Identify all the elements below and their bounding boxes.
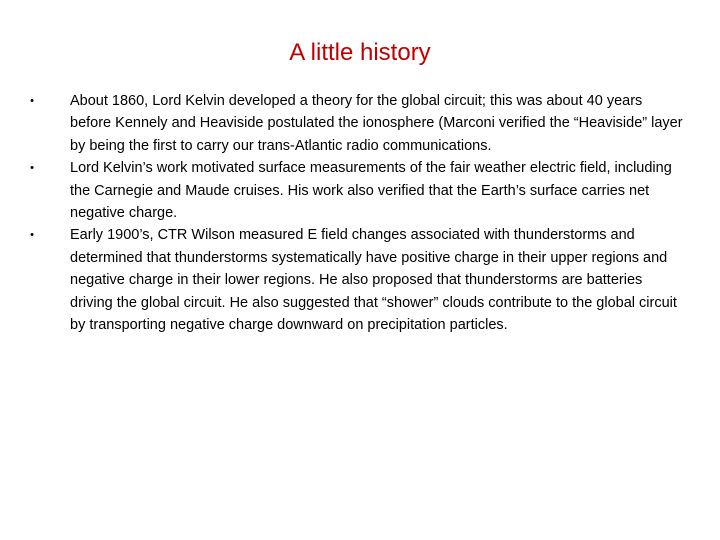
bullet-icon: • — [30, 229, 34, 242]
bullet-item — [24, 224, 684, 336]
bullet-item — [24, 157, 684, 224]
bullet-text: About 1860, Lord Kelvin developed a theory for the global circuit; this was about 40 years before Kennely and Heaviside postulated the ionosphere (Marconi verified the “Heaviside” layer by being the first to carry our trans-Atlantic radio communications. — [70, 93, 683, 154]
slide-title: A little history — [289, 39, 431, 66]
bullet-icon: • — [30, 95, 34, 107]
bullet-item — [24, 90, 684, 157]
bullet-list — [24, 90, 684, 336]
bullet-icon: • — [30, 162, 34, 175]
bullet-text: Early 1900’s, CTR Wilson measured E field changes associated with thunderstorms and determined that thunderstorms systematically have positive charge in their upper regions and negative charge in their lower regions. He also proposed that thunderstorms are batteries driving the global circuit. He also suggested that “shower” clouds contribute to the global circuit by transporting negative charge downward on precipitation particles. — [70, 227, 677, 334]
bullet-text: Lord Kelvin’s work motivated surface measurements of the fair weather electric field, including the Carnegie and Maude cruises. His work also verified that the Earth’s surface carries net negative charge. — [70, 160, 672, 222]
